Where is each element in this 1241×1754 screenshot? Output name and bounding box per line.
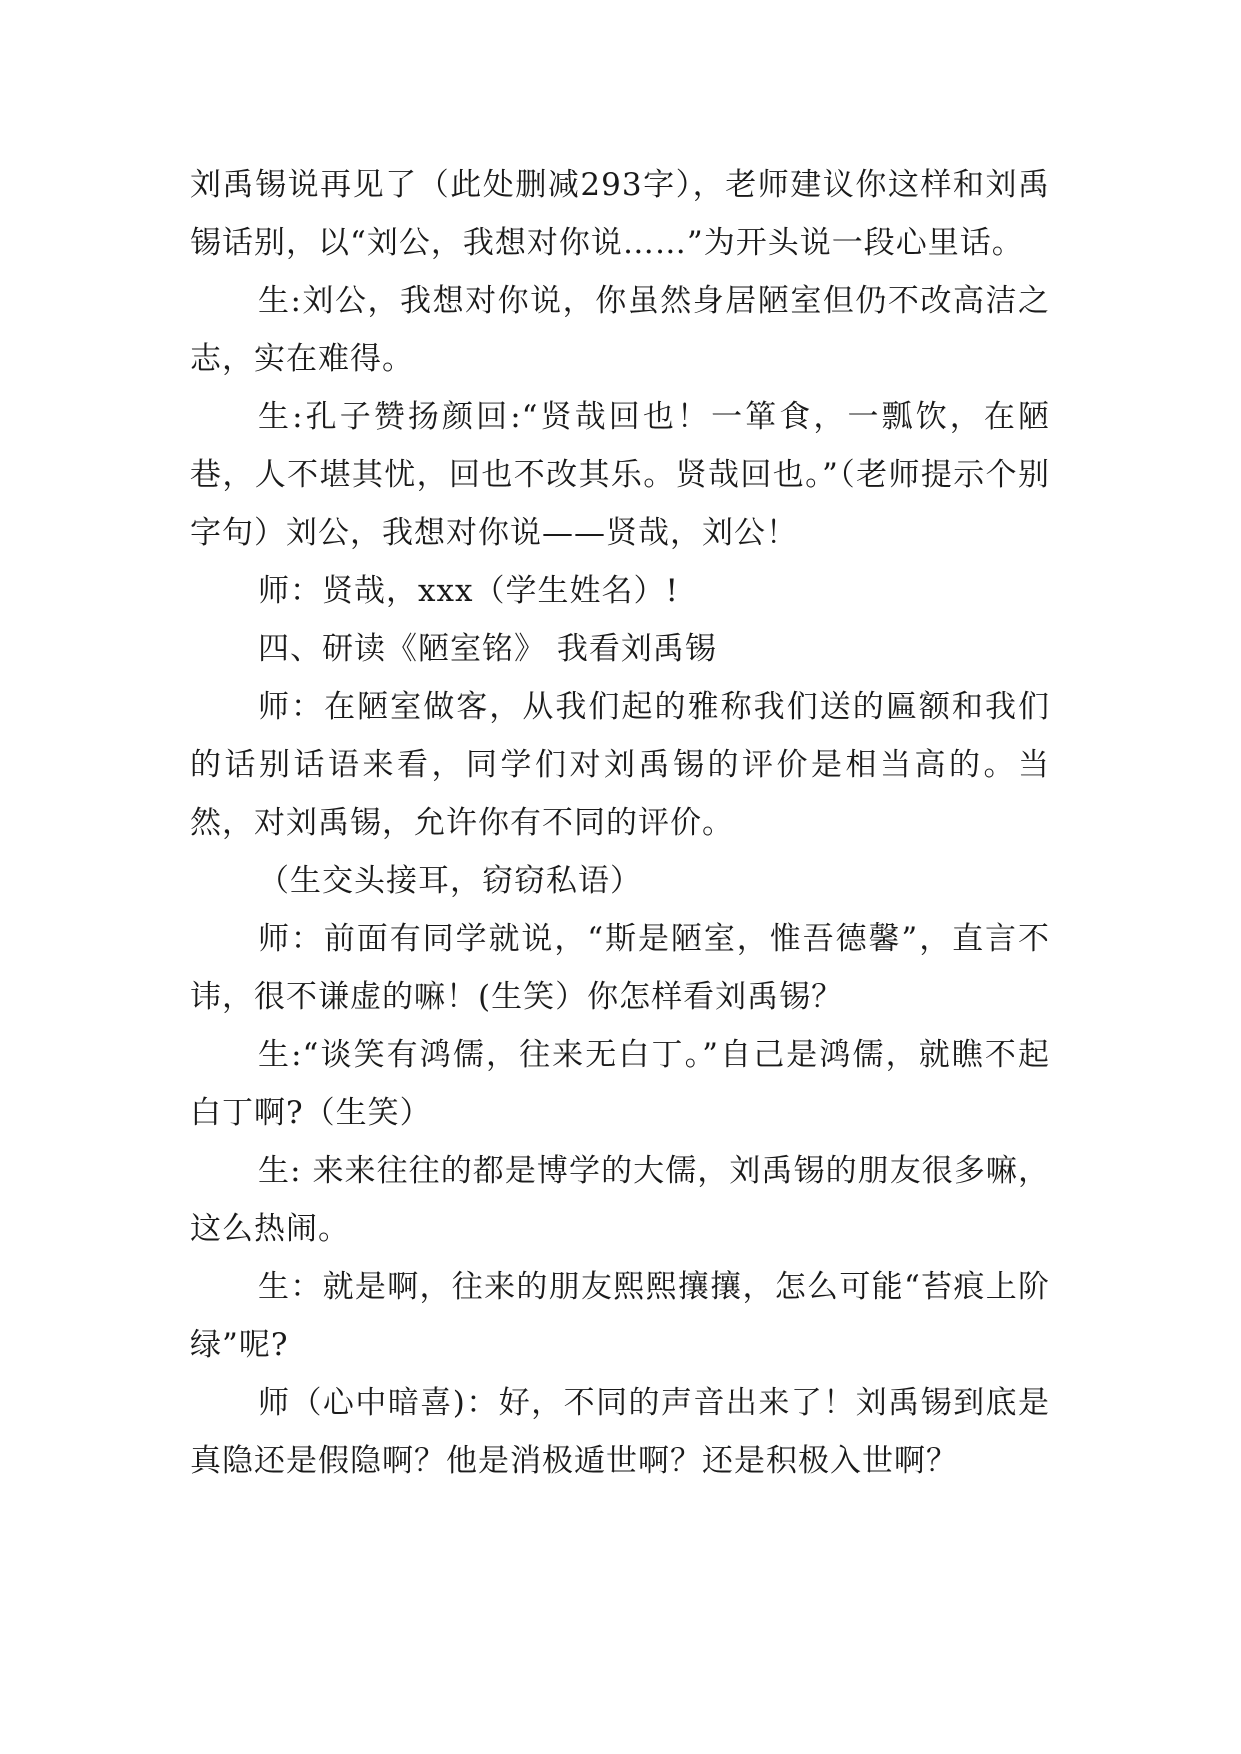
paragraph: 生:孔子赞扬颜回:“贤哉回也！一箪食，一瓢饮，在陋巷，人不堪其忧，回也不改其乐。贤哉回也。”（老师提示个别字句）刘公，我想对你说——贤哉，刘公！	[190, 399, 1050, 551]
paragraph: 师：前面有同学就说，“斯是陋室，惟吾德馨”，直言不讳，很不谦虚的嘛！(生笑）你怎样看刘禹锡？	[190, 921, 1050, 1015]
paragraph: 师：贤哉，xxx（学生姓名）!	[258, 573, 679, 609]
document-body	[190, 156, 1050, 1490]
paragraph: 生：就是啊，往来的朋友熙熙攘攘，怎么可能“苔痕上阶绿”呢?	[190, 1269, 1050, 1363]
paragraph: 师：在陋室做客，从我们起的雅称我们送的匾额和我们的话别话语来看，同学们对刘禹锡的评价是相当高的。当然，对刘禹锡，允许你有不同的评价。	[190, 689, 1050, 841]
paragraph: （生交头接耳，窃窃私语）	[258, 863, 642, 899]
paragraph: 生:“谈笑有鸿儒，往来无白丁。”自己是鸿儒，就瞧不起白丁啊?（生笑）	[190, 1037, 1050, 1131]
section-heading: 四、研读《陋室铭》 我看刘禹锡	[258, 631, 717, 667]
paragraph: 生:刘公，我想对你说，你虽然身居陋室但仍不改高洁之志，实在难得。	[190, 283, 1050, 377]
paragraph: 刘禹锡说再见了（此处删减293字），老师建议你这样和刘禹锡话别，以“刘公，我想对你说……”为开头说一段心里话。	[190, 167, 1050, 261]
paragraph: 生: 来来往往的都是博学的大儒，刘禹锡的朋友很多嘛，这么热闹。	[190, 1153, 1050, 1247]
paragraph: 师（心中暗喜)：好，不同的声音出来了！刘禹锡到底是真隐还是假隐啊？他是消极遁世啊？还是积极入世啊？	[190, 1385, 1050, 1479]
